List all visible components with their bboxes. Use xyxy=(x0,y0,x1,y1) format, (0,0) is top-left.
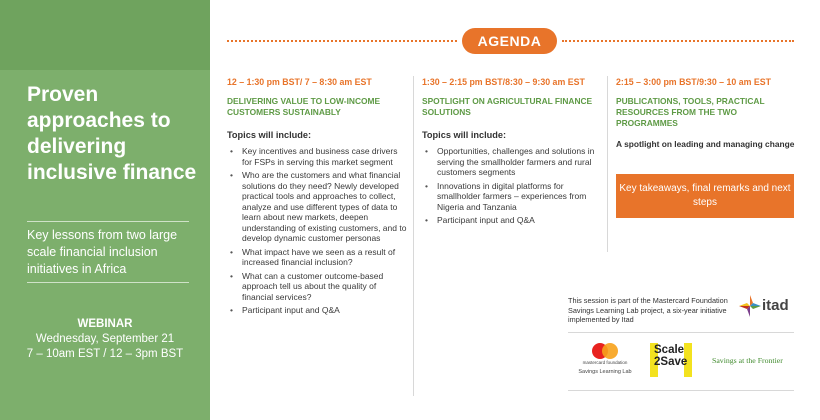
mastercard-circles-icon xyxy=(592,343,618,359)
column-divider xyxy=(607,76,608,252)
agenda-heading: AGENDA xyxy=(462,28,557,54)
topics-label: Topics will include: xyxy=(422,130,507,140)
list-item: • Key incentives and business case drivers for FSPs in serving this market segment xyxy=(227,146,407,167)
page-title: Proven approaches to delivering inclusive finance xyxy=(27,83,197,184)
session-note: This session is part of the Mastercard Foundation Savings Learning Lab project, a six-year initiative implemented by Itad xyxy=(568,296,728,324)
savings-at-the-frontier-logo: Savings at the Frontier xyxy=(712,356,783,365)
agenda-dotted-line-left xyxy=(227,40,457,42)
webinar-date: Wednesday, September 21 xyxy=(35,333,175,345)
list-item: • What can a customer outcome-based approach tell us about the quality of financial services? xyxy=(227,271,407,303)
divider xyxy=(568,332,794,333)
session-title: PUBLICATIONS, TOOLS, PRACTICAL RESOURCES FROM THE TWO PROGRAMMES xyxy=(616,96,765,128)
list-item: • What impact have we seen as a result of increased financial inclusion? xyxy=(227,247,407,268)
list-item: • Participant input and Q&A xyxy=(422,215,602,226)
webinar-time: 7 – 10am EST / 12 – 3pm BST xyxy=(26,348,184,360)
session-title: DELIVERING VALUE TO LOW-INCOME CUSTOMERS SUSTAINABLY xyxy=(227,96,381,117)
savings-learning-lab-label: Savings Learning Lab xyxy=(578,369,632,375)
webinar-info xyxy=(0,317,210,362)
column-divider xyxy=(413,76,414,396)
left-panel xyxy=(0,0,210,420)
key-takeaways-box: Key takeaways, final remarks and next steps xyxy=(616,174,794,218)
session-time: 2:15 – 3:00 pm BST/9:30 – 10 am EST xyxy=(616,77,771,87)
divider xyxy=(27,221,189,222)
scale2save-logo-text: Scale 2Save xyxy=(654,344,688,368)
itad-logo xyxy=(738,294,800,320)
topics-label: Topics will include: xyxy=(227,130,312,140)
agenda-dotted-line-right xyxy=(562,40,794,42)
spotlight-text: A spotlight on leading and managing change xyxy=(616,139,795,149)
scale2save-logo xyxy=(650,341,694,381)
webinar-label: WEBINAR xyxy=(77,318,133,330)
agenda-column-2 xyxy=(422,76,602,229)
divider xyxy=(568,390,794,391)
list-item: • Opportunities, challenges and solutions in serving the smallholder farmers and rural customers segments xyxy=(422,146,602,178)
subtitle: Key lessons from two large scale financial inclusion initiatives in Africa xyxy=(27,228,178,276)
itad-logo-text: itad xyxy=(762,297,789,314)
list-item: • Participant input and Q&A xyxy=(227,305,407,316)
left-panel-header-band xyxy=(0,0,210,70)
list-item: • Innovations in digital platforms for smallholder farmers – experiences from Nigeria and Tanzania xyxy=(422,181,602,213)
itad-star-icon xyxy=(738,294,762,318)
session-time: 12 – 1:30 pm BST/ 7 – 8:30 am EST xyxy=(227,77,372,87)
agenda-column-3 xyxy=(616,76,796,218)
divider xyxy=(27,282,189,283)
session-time: 1:30 – 2:15 pm BST/8:30 – 9:30 am EST xyxy=(422,77,585,87)
mastercard-foundation-logo xyxy=(575,343,635,383)
agenda-column-1 xyxy=(227,76,407,319)
mastercard-logo-text: mastercard foundation xyxy=(582,360,628,365)
session-title: SPOTLIGHT ON AGRICULTURAL FINANCE SOLUTIONS xyxy=(422,96,593,117)
topics-list xyxy=(422,146,602,226)
list-item: • Who are the customers and what financial solutions do they need? Newly developed practical tools and approaches to collect, analyze and use different types of data to learn about new markets, deepen understanding of existing customers, and to develop dynamic customer personas xyxy=(227,170,407,244)
topics-list xyxy=(227,146,407,316)
